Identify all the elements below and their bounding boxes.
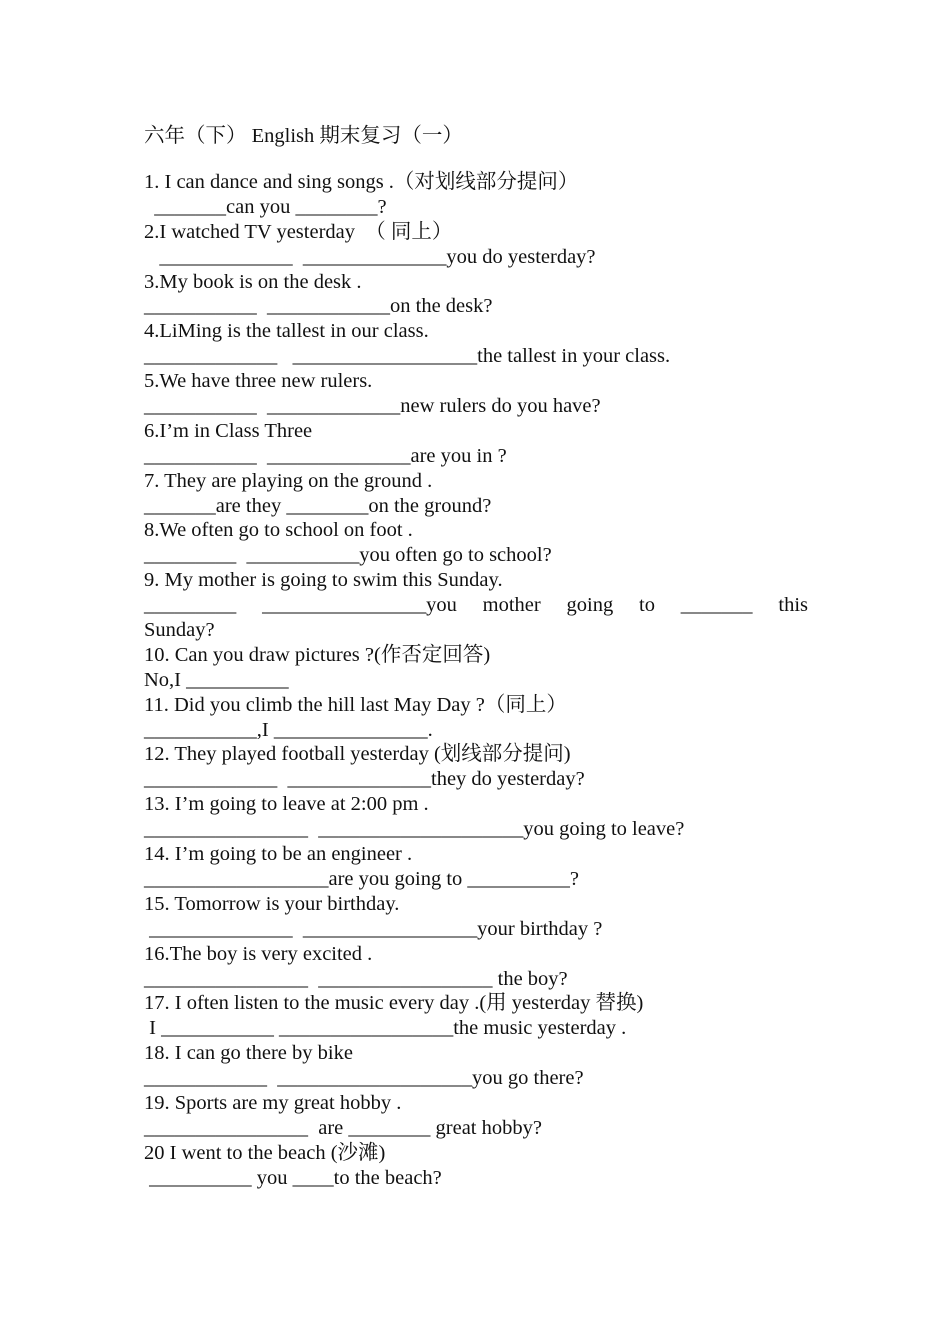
- worksheet-line: ____________ ___________________you go there?: [144, 1067, 584, 1090]
- worksheet-line: __________ you ____to the beach?: [144, 1166, 442, 1189]
- worksheet-line: 1. I can dance and sing songs .（对划线部分提问）: [144, 171, 579, 193]
- worksheet-line: _____________ __________________the tallest in your class.: [144, 345, 671, 368]
- worksheet-line: ___________ ______________are you in ?: [144, 444, 507, 467]
- worksheet-line: No,I __________: [144, 668, 289, 691]
- worksheet-line: ________________ ____________________you going to leave?: [144, 818, 685, 841]
- worksheet-line: 15. Tomorrow is your birthday.: [144, 892, 400, 915]
- worksheet: [144, 120, 808, 1191]
- worksheet-line: 6.I’m in Class Three: [144, 419, 313, 442]
- worksheet-line: _______can you ________?: [144, 195, 387, 218]
- worksheet-line: 18. I can go there by bike: [144, 1042, 353, 1065]
- worksheet-line: ___________ _____________new rulers do you have?: [144, 395, 601, 418]
- worksheet-line: 13. I’m going to leave at 2:00 pm .: [144, 793, 429, 816]
- worksheet-line: 16.The boy is very excited .: [144, 942, 373, 965]
- worksheet-line: __________________are you going to __________?: [144, 867, 580, 890]
- worksheet-line: ______________ _________________your birthday ?: [144, 917, 603, 940]
- worksheet-line: 14. I’m going to be an engineer .: [144, 843, 413, 866]
- worksheet-title: 六年（下） English 期末复习（一）: [144, 125, 463, 147]
- worksheet-line: ________________ _________________ the boy?: [144, 967, 568, 990]
- worksheet-line: 20 I went to the beach (沙滩): [144, 1141, 386, 1164]
- worksheet-line: 19. Sports are my great hobby .: [144, 1091, 402, 1114]
- worksheet-line: 9. My mother is going to swim this Sunday.: [144, 569, 503, 592]
- worksheet-line: 10. Can you draw pictures ?(作否定回答): [144, 643, 491, 666]
- worksheet-line: _______are they ________on the ground?: [144, 494, 492, 517]
- worksheet-line: 7. They are playing on the ground .: [144, 469, 433, 492]
- worksheet-line: 5.We have three new rulers.: [144, 370, 373, 393]
- worksheet-line: ___________,I _______________.: [144, 718, 433, 741]
- question-list: [144, 170, 808, 1191]
- worksheet-line: _____________ ______________they do yesterday?: [144, 768, 585, 791]
- worksheet-line: 17. I often listen to the music every day .(用 yesterday 替换): [144, 992, 644, 1015]
- worksheet-line: 11. Did you climb the hill last May Day ?（同上）: [144, 693, 567, 716]
- worksheet-line: ___________ ____________on the desk?: [144, 295, 493, 318]
- worksheet-line: 2.I watched TV yesterday （ 同上）: [144, 220, 453, 243]
- worksheet-line: _____________ ______________you do yesterday?: [144, 245, 596, 268]
- worksheet-line: 8.We often go to school on foot .: [144, 519, 413, 542]
- worksheet-line: _________ ________________you mother going to _______ this: [144, 594, 808, 617]
- worksheet-line: I ___________ _________________the music yesterday .: [144, 1017, 627, 1040]
- worksheet-line: ________________ are ________ great hobby?: [144, 1116, 542, 1139]
- worksheet-line: 12. They played football yesterday (划线部分提问): [144, 743, 571, 766]
- worksheet-line: Sunday?: [144, 619, 215, 642]
- worksheet-line: _________ ___________you often go to school?: [144, 544, 552, 567]
- worksheet-line: 4.LiMing is the tallest in our class.: [144, 320, 429, 343]
- worksheet-line: 3.My book is on the desk .: [144, 270, 362, 293]
